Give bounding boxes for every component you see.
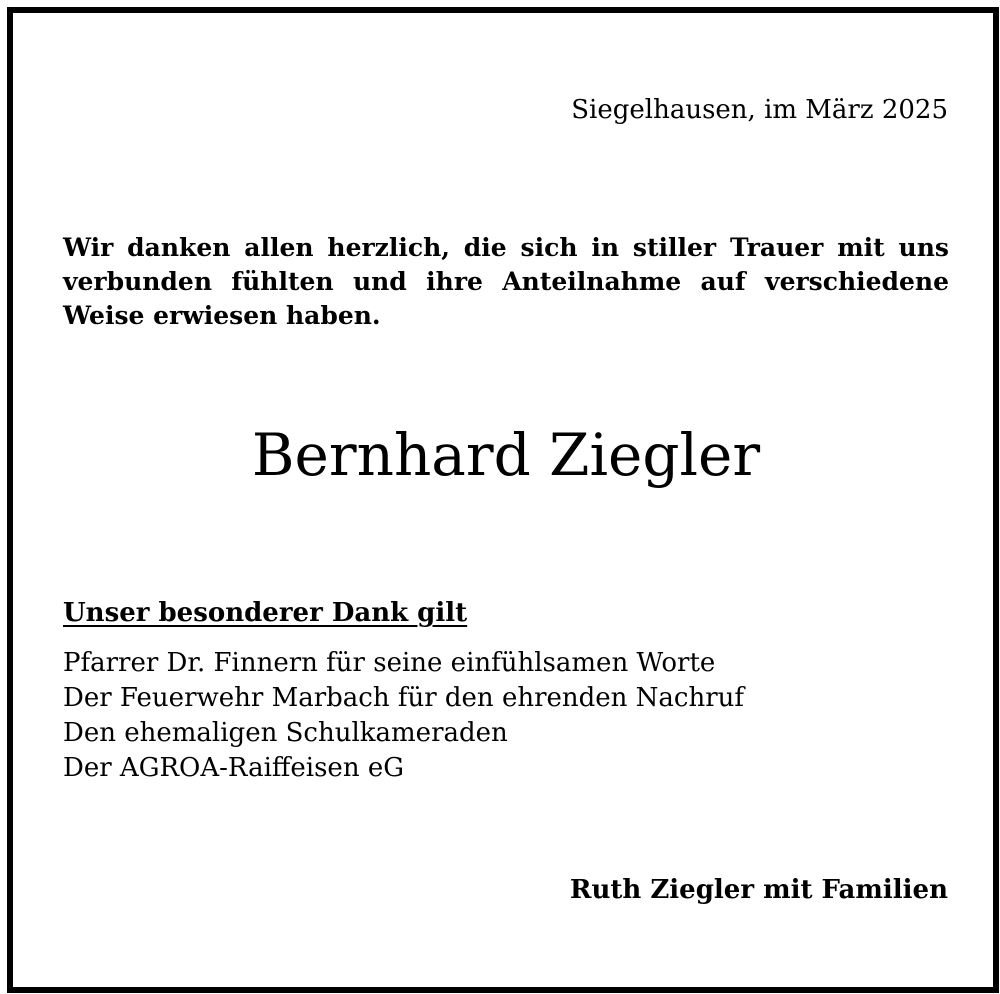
special-thanks-item: Der Feuerwehr Marbach für den ehrenden Nachruf — [63, 683, 745, 713]
signature: Ruth Ziegler mit Familien — [569, 875, 948, 905]
special-thanks-item: Den ehemaligen Schulkameraden — [63, 718, 508, 748]
special-thanks-list — [63, 646, 744, 786]
deceased-name: Bernhard Ziegler — [251, 421, 761, 489]
special-thanks-heading: Unser besonderer Dank gilt — [63, 598, 468, 628]
obituary-notice-frame — [7, 7, 999, 993]
special-thanks-item: Pfarrer Dr. Finnern für seine einfühlsamen Worte — [63, 648, 716, 678]
place-date: Siegelhausen, im März 2025 — [571, 95, 948, 125]
special-thanks-item: Der AGROA-Raiffeisen eG — [63, 753, 404, 783]
thanks-text: Wir danken allen herzlich, die sich in stiller Trauer mit uns verbunden fühlten und ihre Anteilnahme auf verschiedene Weise erwiesen haben. — [63, 233, 949, 330]
